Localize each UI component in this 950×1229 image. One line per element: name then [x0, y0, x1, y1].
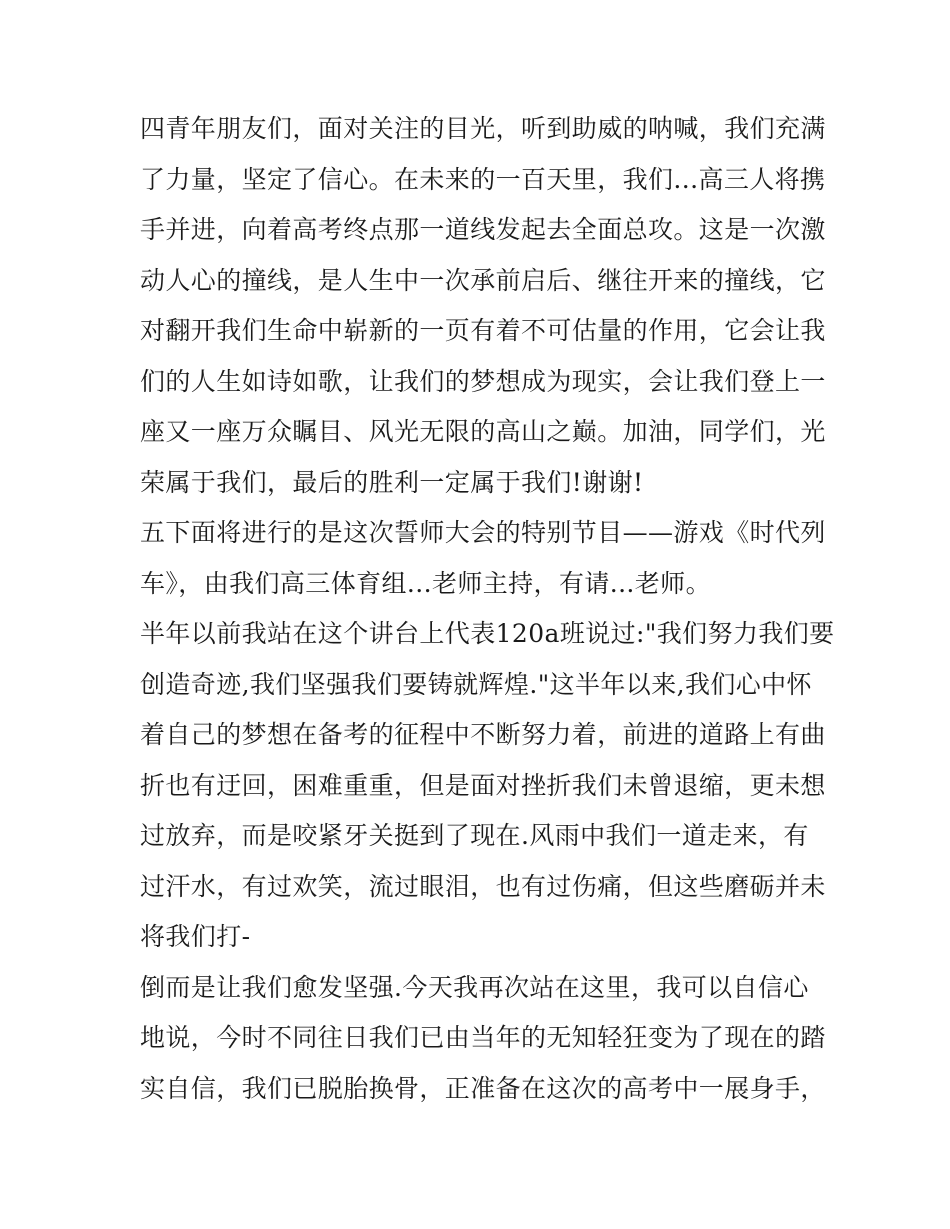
text-line: 折也有迂回，困难重重，但是面对挫折我们未曾退缩，更未想 — [140, 770, 826, 800]
text-line: 将我们打- — [140, 922, 251, 951]
text-line: 倒而是让我们愈发坚强.今天我再次站在这里，我可以自信心 — [140, 972, 809, 1002]
text-line: 实自信，我们已脱胎换骨，正准备在这次的高考中一展身手， — [140, 1073, 826, 1103]
document-body — [140, 104, 835, 1114]
text-line: 过放弃，而是咬紧牙关挺到了现在.风雨中我们一道走来，有 — [140, 821, 809, 850]
text-line: 荣属于我们，最后的胜利一定属于我们!谢谢! — [140, 467, 644, 497]
text-line: 地说，今时不同往日我们已由当年的无知轻狂变为了现在的踏 — [140, 1023, 826, 1052]
text-line: 过汗水，有过欢笑，流过眼泪，也有过伤痛，但这些磨砺并未 — [140, 871, 826, 901]
text-line: 半年以前我站在这个讲台上代表120a班说过:"我们努力我们要 — [140, 619, 835, 648]
text-line: 对翻开我们生命中崭新的一页有着不可估量的作用，它会让我 — [140, 316, 826, 345]
text-line: 座又一座万众瞩目、风光无限的高山之巅。加油，同学们，光 — [140, 417, 826, 446]
text-line: 了力量，坚定了信心。在未来的一百天里，我们...高三人将携 — [140, 164, 826, 194]
text-line: 五下面将进行的是这次誓师大会的特别节目——游戏《时代列 — [140, 518, 826, 547]
text-line: 们的人生如诗如歌，让我们的梦想成为现实，会让我们登上一 — [140, 366, 826, 396]
text-line: 车》，由我们高三体育组...老师主持，有请...老师。 — [140, 568, 711, 598]
text-line: 动人心的撞线，是人生中一次承前启后、继往开来的撞线，它 — [140, 265, 826, 295]
text-line: 四青年朋友们，面对关注的目光，听到助威的呐喊，我们充满 — [140, 114, 826, 143]
text-line: 创造奇迹,我们坚强我们要铸就辉煌."这半年以来,我们心中怀 — [140, 669, 812, 699]
text-line: 着自己的梦想在备考的征程中不断努力着，前进的道路上有曲 — [140, 720, 826, 749]
text-line: 手并进，向着高考终点那一道线发起去全面总攻。这是一次激 — [140, 215, 826, 244]
